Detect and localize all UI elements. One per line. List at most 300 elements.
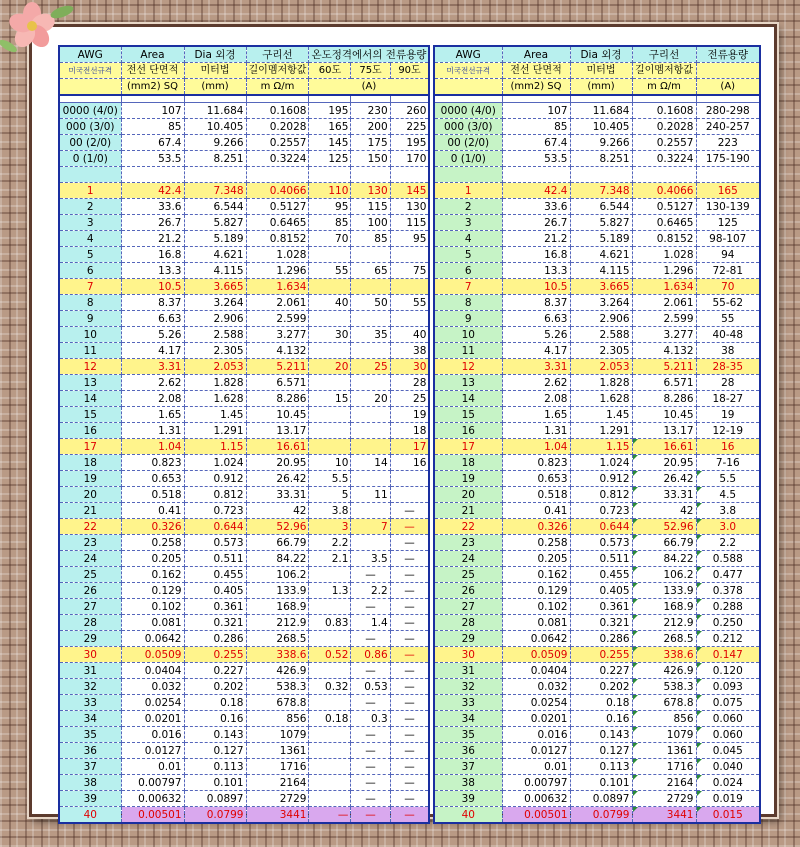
table-row: [59, 247, 429, 263]
dia-cell: 0.255: [184, 647, 246, 663]
table-row: [434, 231, 760, 247]
area-cell: 42.4: [121, 183, 184, 199]
right-header-cell: 전류용량: [696, 46, 760, 63]
awg-cell: [59, 167, 121, 183]
dia-cell: 4.115: [184, 263, 246, 279]
amp60-cell: 195: [309, 103, 351, 119]
awg-cell: 17: [59, 439, 121, 455]
left-header-cell: AWG: [59, 46, 121, 63]
dia-cell: 0.286: [184, 631, 246, 647]
area-cell: 5.26: [121, 327, 184, 343]
awg-cell: 6: [59, 263, 121, 279]
left-subheader-cell: 미국전선규격: [59, 63, 121, 79]
table-row: [59, 679, 429, 695]
left-subheader-cell: 길이멤저항값: [246, 63, 309, 79]
resistance-cell: 1.634: [632, 279, 696, 295]
area-cell: 0.205: [121, 551, 184, 567]
dia-cell: 0.912: [184, 471, 246, 487]
right-gap-cell: [434, 95, 502, 103]
dia-cell: 1.828: [184, 375, 246, 391]
dia-cell: 11.684: [570, 103, 632, 119]
dia-cell: 0.812: [570, 487, 632, 503]
amp75-cell: [351, 423, 390, 439]
awg-cell: 9: [59, 311, 121, 327]
right-subheader-cell: 미터법: [570, 63, 632, 79]
table-row: [59, 775, 429, 791]
dia-cell: 5.189: [570, 231, 632, 247]
area-cell: 13.3: [502, 263, 570, 279]
table-row: [434, 263, 760, 279]
dia-cell: 0.101: [570, 775, 632, 791]
amp60-cell: [309, 423, 351, 439]
dia-cell: 0.0799: [570, 807, 632, 824]
awg-cell: 2: [434, 199, 502, 215]
amp60-cell: [309, 279, 351, 295]
amp75-cell: 11: [351, 487, 390, 503]
amp90-cell: 195: [390, 135, 429, 151]
resistance-cell: 13.17: [632, 423, 696, 439]
table-row: [59, 791, 429, 807]
amp90-cell: 130: [390, 199, 429, 215]
amp60-cell: [309, 791, 351, 807]
amp90-cell: 30: [390, 359, 429, 375]
amp75-cell: 1.4: [351, 615, 390, 631]
resistance-cell: 52.96: [246, 519, 309, 535]
awg-cell: 37: [434, 759, 502, 775]
awg-cell: 20: [59, 487, 121, 503]
left-header-cell: Area: [121, 46, 184, 63]
amp90-cell: 38: [390, 343, 429, 359]
dia-cell: 4.621: [570, 247, 632, 263]
area-cell: 5.26: [502, 327, 570, 343]
amp60-cell: 145: [309, 135, 351, 151]
resistance-cell: 4.132: [632, 343, 696, 359]
resistance-cell: 2.599: [246, 311, 309, 327]
awg-cell: 10: [59, 327, 121, 343]
amp90-cell: 225: [390, 119, 429, 135]
table-row: [59, 743, 429, 759]
awg-cell: 0000 (4/0): [59, 103, 121, 119]
area-cell: 0.0127: [121, 743, 184, 759]
dia-cell: 3.665: [184, 279, 246, 295]
table-row: [434, 775, 760, 791]
awg-cell: 4: [434, 231, 502, 247]
amp75-cell: 0.3: [351, 711, 390, 727]
resistance-cell: 66.79: [632, 535, 696, 551]
resistance-cell: 0.2028: [632, 119, 696, 135]
resistance-cell: 212.9: [632, 615, 696, 631]
area-cell: 0.41: [502, 503, 570, 519]
table-row: [434, 551, 760, 567]
ampacity-cell: 0.045: [696, 743, 760, 759]
amp90-cell: —: [390, 695, 429, 711]
dia-cell: 7.348: [570, 183, 632, 199]
right-header-cell: AWG: [434, 46, 502, 63]
ampacity-cell: 0.120: [696, 663, 760, 679]
table-row: [434, 583, 760, 599]
resistance-cell: [246, 167, 309, 183]
amp75-cell: 150: [351, 151, 390, 167]
dia-cell: 0.18: [570, 695, 632, 711]
awg-cell: 5: [59, 247, 121, 263]
left-header-cell: Dia 외경: [184, 46, 246, 63]
area-cell: 0.326: [502, 519, 570, 535]
ampacity-cell: 0.477: [696, 567, 760, 583]
dia-cell: 0.286: [570, 631, 632, 647]
table-row: [434, 679, 760, 695]
ampacity-cell: 5.5: [696, 471, 760, 487]
area-cell: [121, 167, 184, 183]
awg-cell: 33: [59, 695, 121, 711]
area-cell: 33.6: [502, 199, 570, 215]
ampacity-cell: 55: [696, 311, 760, 327]
left-gap-cell: [390, 95, 429, 103]
resistance-cell: 5.211: [246, 359, 309, 375]
awg-cell: 21: [59, 503, 121, 519]
area-cell: 0.081: [121, 615, 184, 631]
dia-cell: 0.143: [570, 727, 632, 743]
area-cell: 8.37: [502, 295, 570, 311]
resistance-cell: 0.1608: [632, 103, 696, 119]
table-row: [59, 439, 429, 455]
table-row: [59, 231, 429, 247]
amp75-cell: 0.53: [351, 679, 390, 695]
amp90-cell: 16: [390, 455, 429, 471]
amp60-cell: 70: [309, 231, 351, 247]
amp90-cell: 55: [390, 295, 429, 311]
table-row: [434, 295, 760, 311]
awg-cell: 21: [434, 503, 502, 519]
amp60-cell: [309, 663, 351, 679]
amp90-cell: [390, 247, 429, 263]
resistance-cell: 2.061: [632, 295, 696, 311]
dia-cell: 0.202: [184, 679, 246, 695]
amp90-cell: 17: [390, 439, 429, 455]
dia-cell: 1.15: [570, 439, 632, 455]
resistance-cell: 5.211: [632, 359, 696, 375]
area-cell: 0.00797: [502, 775, 570, 791]
awg-cell: 23: [59, 535, 121, 551]
right-gap-cell: [502, 95, 570, 103]
ampacity-cell: 98-107: [696, 231, 760, 247]
right-subheader-cell: 길이멤저항값: [632, 63, 696, 79]
area-cell: 0.0509: [121, 647, 184, 663]
amp60-cell: 110: [309, 183, 351, 199]
amp75-cell: [351, 471, 390, 487]
table-row: [434, 215, 760, 231]
resistance-cell: 0.8152: [632, 231, 696, 247]
resistance-cell: 1079: [632, 727, 696, 743]
ampacity-cell: 0.024: [696, 775, 760, 791]
area-cell: 13.3: [121, 263, 184, 279]
resistance-cell: 106.2: [632, 567, 696, 583]
awg-cell: 40: [434, 807, 502, 824]
resistance-cell: 26.42: [632, 471, 696, 487]
resistance-cell: 33.31: [246, 487, 309, 503]
resistance-cell: 1079: [246, 727, 309, 743]
dia-cell: 0.16: [184, 711, 246, 727]
resistance-cell: 133.9: [632, 583, 696, 599]
area-cell: 0.032: [502, 679, 570, 695]
ampacity-cell: 175-190: [696, 151, 760, 167]
awg-cell: 1: [434, 183, 502, 199]
dia-cell: 2.305: [184, 343, 246, 359]
dia-cell: 2.588: [570, 327, 632, 343]
resistance-cell: 0.1608: [246, 103, 309, 119]
resistance-cell: 0.2557: [246, 135, 309, 151]
area-cell: 0.081: [502, 615, 570, 631]
amp60-cell: 1.3: [309, 583, 351, 599]
table-row: [434, 695, 760, 711]
dia-cell: 0.455: [570, 567, 632, 583]
dia-cell: 1.15: [184, 439, 246, 455]
dia-cell: 0.127: [570, 743, 632, 759]
resistance-cell: 0.3224: [632, 151, 696, 167]
dia-cell: 2.906: [184, 311, 246, 327]
amp60-cell: 125: [309, 151, 351, 167]
dia-cell: 0.405: [570, 583, 632, 599]
area-cell: 107: [121, 103, 184, 119]
amp60-cell: [309, 343, 351, 359]
awg-cell: 34: [434, 711, 502, 727]
awg-cell: 7: [59, 279, 121, 295]
resistance-cell: 6.571: [632, 375, 696, 391]
area-cell: 3.31: [502, 359, 570, 375]
dia-cell: 1.291: [570, 423, 632, 439]
table-row: [434, 647, 760, 663]
area-cell: 0.258: [502, 535, 570, 551]
dia-cell: 0.321: [570, 615, 632, 631]
left-units-cell: (mm2) SQ: [121, 79, 184, 96]
right-subheader-cell: 미국전선규격: [434, 63, 502, 79]
ampacity-cell: 0.378: [696, 583, 760, 599]
table-row: [434, 503, 760, 519]
table-row: [434, 247, 760, 263]
resistance-cell: 0.2028: [246, 119, 309, 135]
area-cell: 0.102: [502, 599, 570, 615]
amp60-cell: [309, 407, 351, 423]
amp75-cell: [351, 343, 390, 359]
table-row: [59, 359, 429, 375]
awg-cell: 0000 (4/0): [434, 103, 502, 119]
awg-cell: 28: [59, 615, 121, 631]
dia-cell: 0.511: [184, 551, 246, 567]
awg-cell: 9: [434, 311, 502, 327]
ampacity-cell: 0.019: [696, 791, 760, 807]
ampacity-cell: 16: [696, 439, 760, 455]
awg-cell: 40: [59, 807, 121, 824]
resistance-cell: 678.8: [632, 695, 696, 711]
awg-cell: 0 (1/0): [434, 151, 502, 167]
right-header-row-1: [434, 46, 760, 63]
amp60-cell: 5.5: [309, 471, 351, 487]
awg-cell: 29: [59, 631, 121, 647]
area-cell: 0.0404: [121, 663, 184, 679]
amp75-cell: 65: [351, 263, 390, 279]
area-cell: 26.7: [121, 215, 184, 231]
resistance-cell: 2729: [632, 791, 696, 807]
resistance-cell: 33.31: [632, 487, 696, 503]
table-row: [434, 599, 760, 615]
awg-cell: 4: [59, 231, 121, 247]
table-row: [434, 391, 760, 407]
awg-cell: 27: [434, 599, 502, 615]
left-gap-cell: [351, 95, 390, 103]
area-cell: 1.65: [502, 407, 570, 423]
table-row: [59, 551, 429, 567]
awg-cell: 2: [59, 199, 121, 215]
resistance-cell: 0.6465: [246, 215, 309, 231]
amp90-cell: —: [390, 599, 429, 615]
table-row: [59, 487, 429, 503]
right-units-cell: (mm): [570, 79, 632, 96]
resistance-cell: 8.286: [246, 391, 309, 407]
awg-cell: 29: [434, 631, 502, 647]
table-row: [434, 615, 760, 631]
awg-cell: 35: [434, 727, 502, 743]
table-row: [434, 135, 760, 151]
area-cell: 0.129: [121, 583, 184, 599]
dia-cell: 0.573: [570, 535, 632, 551]
area-cell: 0.00632: [121, 791, 184, 807]
area-cell: 0.258: [121, 535, 184, 551]
dia-cell: 0.113: [570, 759, 632, 775]
awg-table-left: [58, 45, 430, 824]
amp90-cell: —: [390, 663, 429, 679]
table-row: [434, 151, 760, 167]
resistance-cell: 16.61: [632, 439, 696, 455]
amp75-cell: 35: [351, 327, 390, 343]
dia-cell: 7.348: [184, 183, 246, 199]
amp90-cell: 115: [390, 215, 429, 231]
left-subheader-cell: 미터법: [184, 63, 246, 79]
amp60-cell: [309, 631, 351, 647]
area-cell: 0.0642: [121, 631, 184, 647]
amp75-cell: —: [351, 743, 390, 759]
resistance-cell: 26.42: [246, 471, 309, 487]
amp75-cell: —: [351, 631, 390, 647]
right-gap-cell: [570, 95, 632, 103]
amp90-cell: —: [390, 759, 429, 775]
area-cell: 0.162: [121, 567, 184, 583]
dia-cell: 6.544: [570, 199, 632, 215]
area-cell: 0.0254: [502, 695, 570, 711]
dia-cell: [184, 167, 246, 183]
area-cell: 21.2: [502, 231, 570, 247]
dia-cell: 0.227: [184, 663, 246, 679]
awg-cell: 30: [434, 647, 502, 663]
left-gap-cell: [59, 95, 121, 103]
amp90-cell: [390, 311, 429, 327]
amp60-cell: 3.8: [309, 503, 351, 519]
dia-cell: 10.405: [570, 119, 632, 135]
left-units-cell: (mm): [184, 79, 246, 96]
amp60-cell: [309, 775, 351, 791]
ampacity-cell: 3.8: [696, 503, 760, 519]
amp90-cell: [390, 167, 429, 183]
area-cell: 6.63: [121, 311, 184, 327]
amp75-cell: 50: [351, 295, 390, 311]
resistance-cell: 538.3: [246, 679, 309, 695]
area-cell: 0.00632: [502, 791, 570, 807]
awg-cell: 000 (3/0): [434, 119, 502, 135]
table-row: [434, 791, 760, 807]
awg-cell: 35: [59, 727, 121, 743]
amp60-cell: 0.52: [309, 647, 351, 663]
amp60-cell: [309, 727, 351, 743]
amp90-cell: —: [390, 567, 429, 583]
dia-cell: 0.127: [184, 743, 246, 759]
dia-cell: 0.812: [184, 487, 246, 503]
amp60-cell: [309, 167, 351, 183]
table-row: [59, 279, 429, 295]
area-cell: 0.0201: [121, 711, 184, 727]
resistance-cell: 84.22: [246, 551, 309, 567]
amp75-cell: 25: [351, 359, 390, 375]
awg-cell: 32: [434, 679, 502, 695]
amp60-cell: 10: [309, 455, 351, 471]
awg-cell: 0 (1/0): [59, 151, 121, 167]
amp60-cell: 0.18: [309, 711, 351, 727]
ampacity-cell: 280-298: [696, 103, 760, 119]
amp75-cell: 0.86: [351, 647, 390, 663]
ampacity-cell: 0.147: [696, 647, 760, 663]
awg-cell: 16: [59, 423, 121, 439]
amp90-cell: —: [390, 519, 429, 535]
awg-cell: [434, 167, 502, 183]
dia-cell: 1.628: [570, 391, 632, 407]
amp90-cell: —: [390, 807, 429, 824]
amp90-cell: 25: [390, 391, 429, 407]
amp60-cell: 5: [309, 487, 351, 503]
awg-cell: 23: [434, 535, 502, 551]
table-row: [434, 103, 760, 119]
amp90-cell: 75: [390, 263, 429, 279]
awg-cell: 5: [434, 247, 502, 263]
amp90-cell: 260: [390, 103, 429, 119]
right-gap-cell: [632, 95, 696, 103]
left-gap-cell: [121, 95, 184, 103]
amp90-cell: —: [390, 647, 429, 663]
dia-cell: 0.143: [184, 727, 246, 743]
amp75-cell: —: [351, 759, 390, 775]
table-row: [59, 215, 429, 231]
dia-cell: [570, 167, 632, 183]
dia-cell: 8.251: [570, 151, 632, 167]
amp90-cell: 40: [390, 327, 429, 343]
amp60-cell: [309, 567, 351, 583]
area-cell: 6.63: [502, 311, 570, 327]
amp75-cell: 2.2: [351, 583, 390, 599]
right-header-cell: Area: [502, 46, 570, 63]
dia-cell: 3.264: [570, 295, 632, 311]
area-cell: 2.08: [502, 391, 570, 407]
area-cell: 0.162: [502, 567, 570, 583]
table-row: [59, 631, 429, 647]
awg-cell: 14: [434, 391, 502, 407]
ampacity-cell: 40-48: [696, 327, 760, 343]
awg-cell: 36: [434, 743, 502, 759]
awg-cell: 34: [59, 711, 121, 727]
awg-cell: 19: [434, 471, 502, 487]
resistance-cell: 1716: [632, 759, 696, 775]
area-cell: 0.0127: [502, 743, 570, 759]
left-header-row-1: [59, 46, 429, 63]
area-cell: 0.518: [502, 487, 570, 503]
amp75-cell: —: [351, 695, 390, 711]
area-cell: 2.08: [121, 391, 184, 407]
right-header-cell: Dia 외경: [570, 46, 632, 63]
